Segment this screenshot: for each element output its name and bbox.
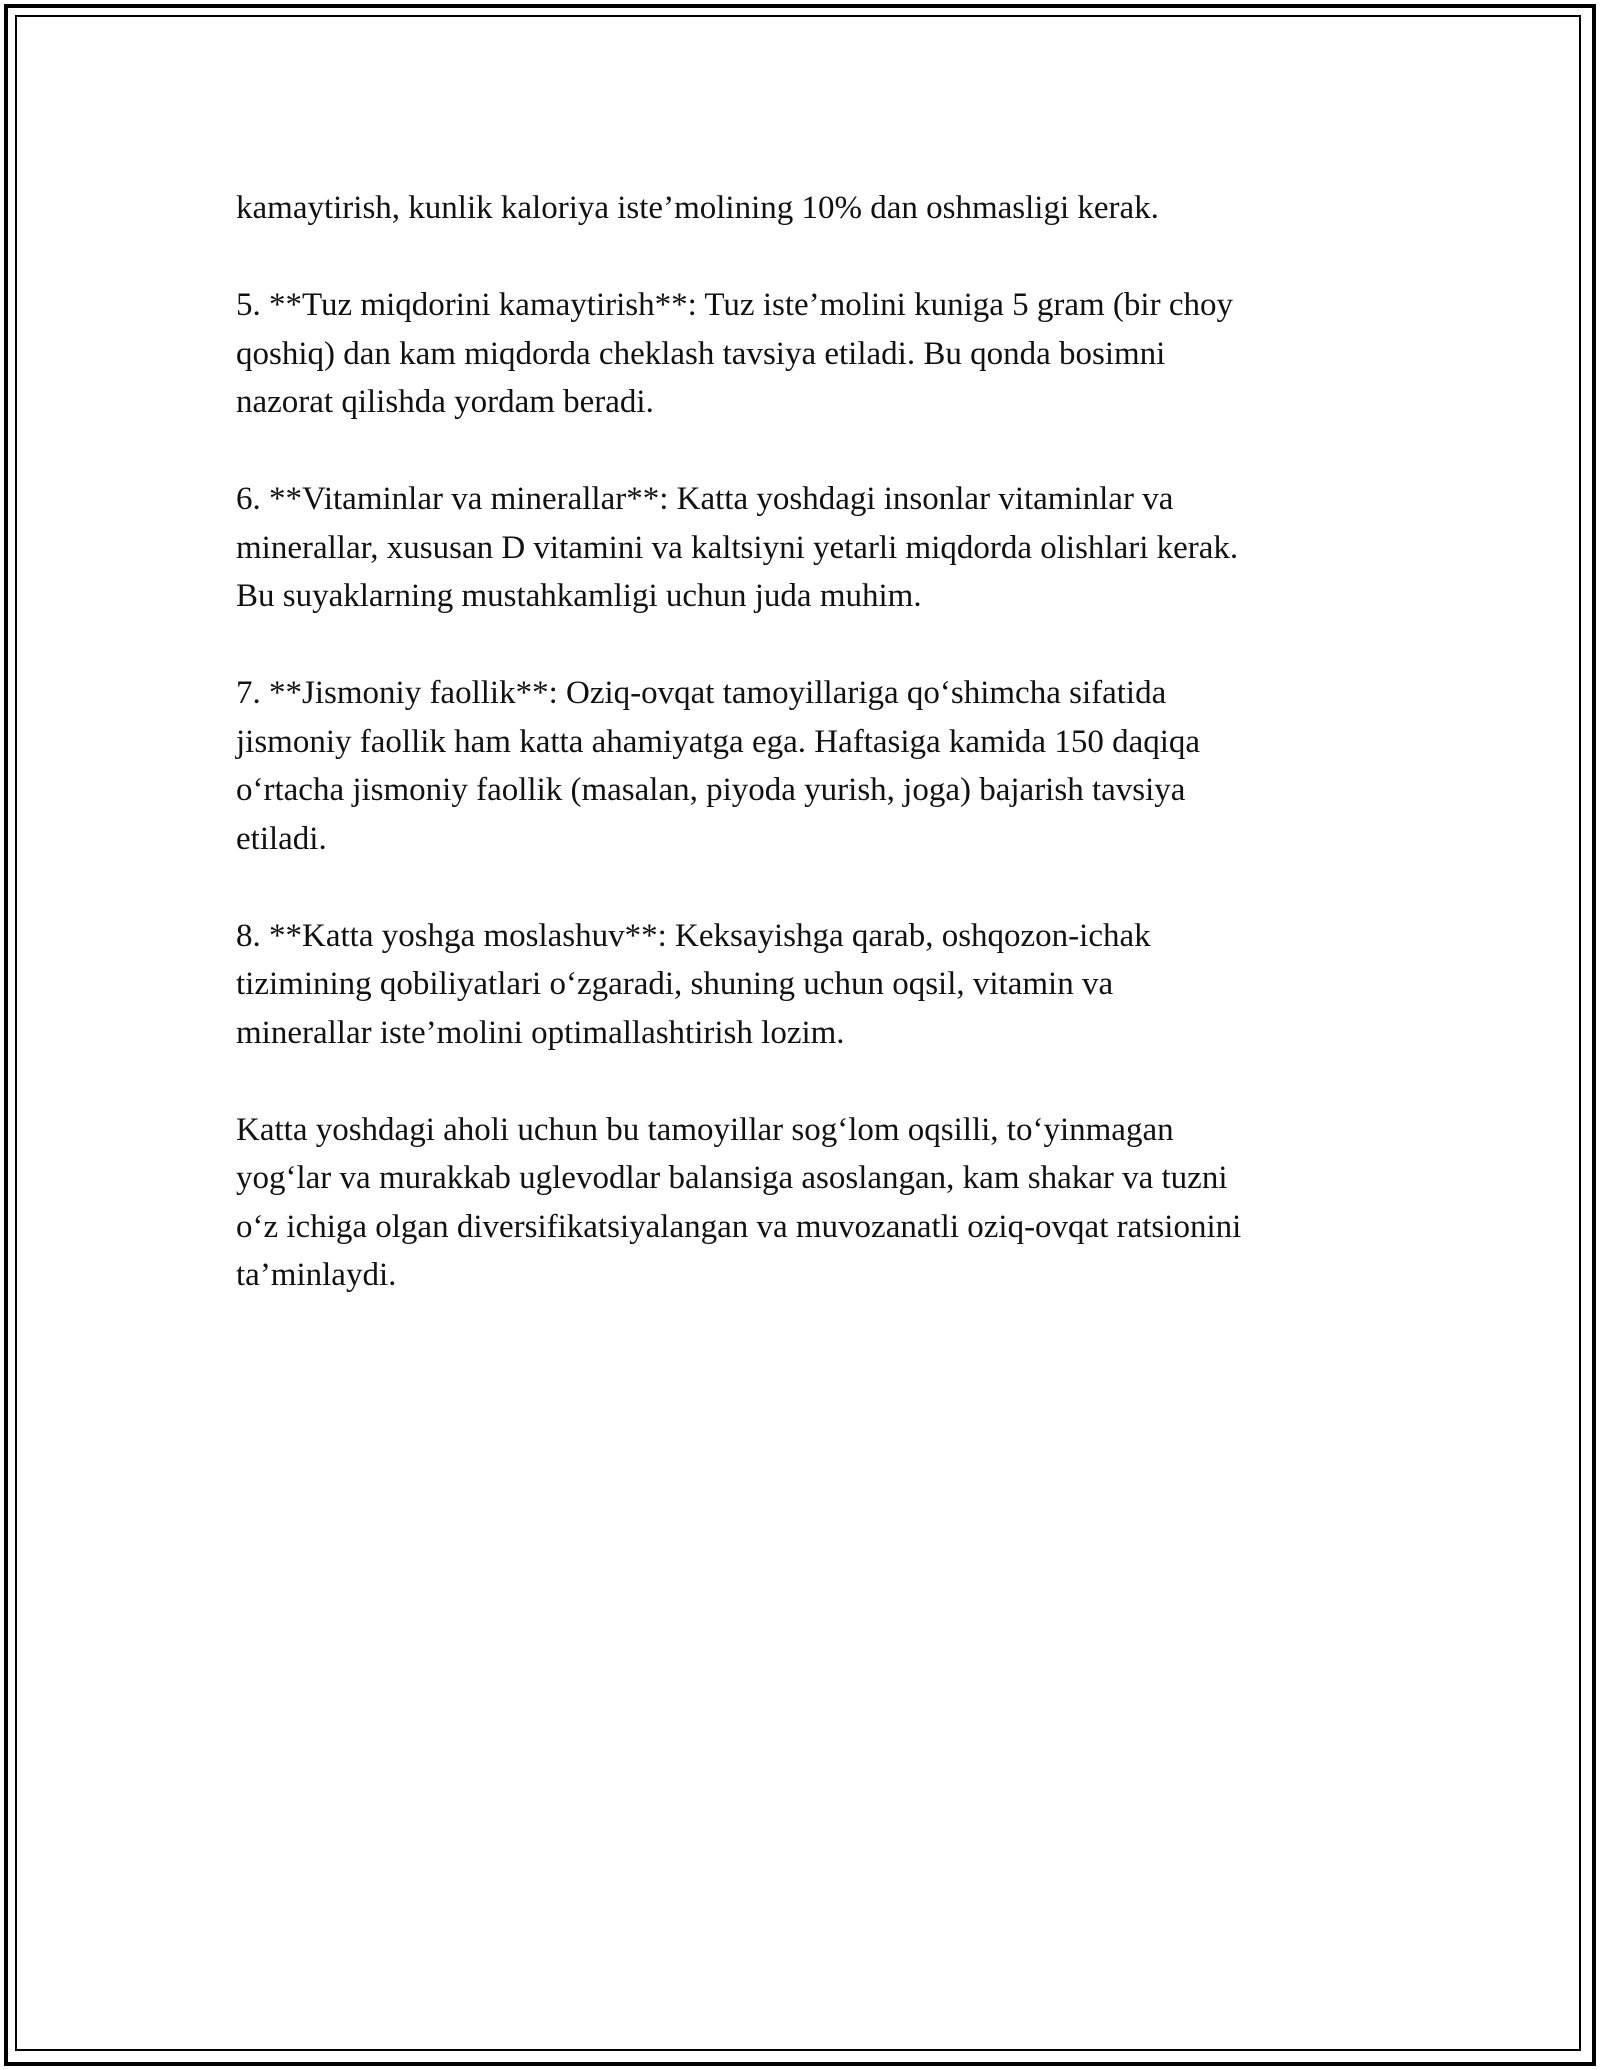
text-line: 8. **Katta yoshga moslashuv**: Keksayishga qarab, oshqozon-ichak [236,917,1151,954]
text-line: Katta yoshdagi aholi uchun bu tamoyillar sog‘lom oqsilli, to‘yinmagan [236,1111,1174,1148]
text-line: nazorat qilishda yordam beradi. [236,384,654,420]
text-line: ta’minlaydi. [236,1257,397,1293]
paragraph-item-5-salt [236,281,1366,427]
paragraph-conclusion [236,1106,1366,1300]
text-line: Bu suyaklarning mustahkamligi uchun juda muhim. [236,578,922,614]
text-line: 5. **Tuz miqdorini kamaytirish**: Tuz iste’molini kuniga 5 gram (bir choy [236,287,1233,323]
text-line: o‘rtacha jismoniy faollik (masalan, piyoda yurish, joga) bajarish tavsiya [236,772,1186,808]
document-body [236,184,1366,1300]
text-line: tizimining qobiliyatlari o‘zgaradi, shuning uchun oqsil, vitamin va [236,966,1114,1002]
text-line: minerallar, xususan D vitamini va kaltsiyni yetarli miqdorda olishlari kerak. [236,529,1239,566]
text-line: jismoniy faollik ham katta ahamiyatga ega. Haftasiga kamida 150 daqiqa [236,723,1201,760]
paragraph-item-7-activity [236,669,1366,863]
text-line: kamaytirish, kunlik kaloriya iste’molining 10% dan oshmasligi kerak. [236,190,1159,226]
text-line: 7. **Jismoniy faollik**: Oziq-ovqat tamoyillariga qo‘shimcha sifatida [236,675,1167,711]
text-line: 6. **Vitaminlar va minerallar**: Katta yoshdagi insonlar vitaminlar va [236,481,1174,517]
paragraph-continuation [236,184,1366,233]
text-line: qoshiq) dan kam miqdorda cheklash tavsiya etiladi. Bu qonda bosimni [236,335,1166,372]
text-line: etiladi. [236,820,327,857]
text-line: minerallar iste’molini optimallashtirish lozim. [236,1014,845,1051]
text-line: yog‘lar va murakkab uglevodlar balansiga asoslangan, kam shakar va tuzni [236,1160,1228,1196]
paragraph-item-8-adaptation [236,912,1366,1058]
paragraph-item-6-vitamins [236,475,1366,621]
text-line: o‘z ichiga olgan diversifikatsiyalangan va muvozanatli oziq-ovqat ratsionini [236,1208,1242,1245]
